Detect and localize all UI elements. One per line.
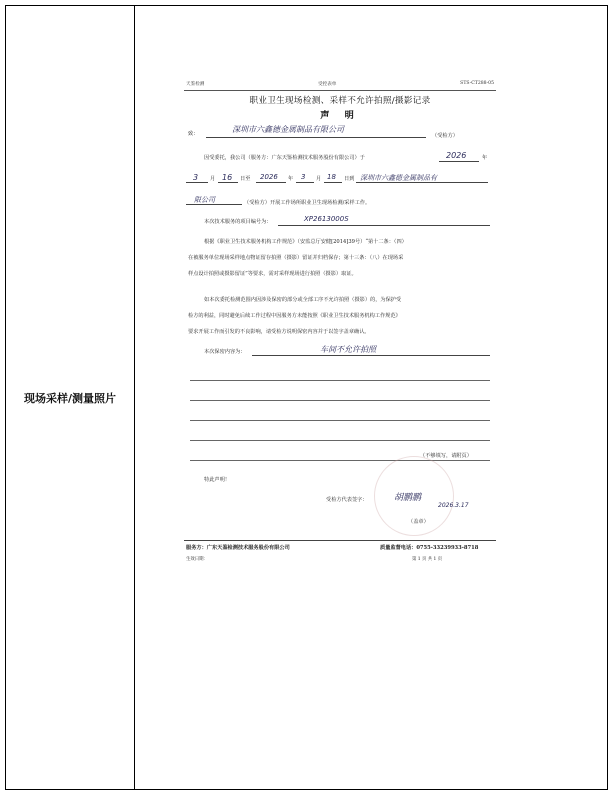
footer-right: 质量监督电话：0755-33239933-8718 bbox=[380, 545, 479, 551]
column-divider bbox=[134, 6, 135, 789]
to-underline bbox=[206, 137, 426, 138]
month2-underline bbox=[296, 182, 314, 183]
p1-day: 16 bbox=[222, 173, 233, 182]
year2-underline bbox=[256, 182, 286, 183]
p2-line2: 在被服务单位现场采样地点物证留存拍照（摄影）留证并归档保存；第十三条：（八）在现场采 bbox=[188, 255, 404, 261]
secret-handwritten: 车间不允许拍照 bbox=[320, 345, 376, 354]
p1-a: 因受委托，我公司（服务方：广东天鉴检测技术服务股份有限公司）于 bbox=[204, 155, 365, 161]
label-cell bbox=[6, 6, 134, 789]
blank-line bbox=[190, 420, 490, 421]
secret-prefix: 本次保密内容为： bbox=[204, 349, 246, 355]
p2-line1: 根据《职业卫生技术服务机构工作规范》（安监总厅安健[2014]39号）“第十二条：（四） bbox=[204, 239, 407, 245]
day-underline bbox=[218, 182, 238, 183]
note: （不够填写，请附页） bbox=[420, 453, 472, 459]
blank-line bbox=[190, 380, 490, 381]
project-underline bbox=[278, 225, 490, 226]
doc-subtitle: 声 明 bbox=[320, 110, 360, 121]
company-handwritten: 深圳市六鑫德金属制品有限公司 bbox=[232, 125, 344, 134]
header-right: STS-CT288-05 bbox=[460, 81, 494, 86]
blank-line bbox=[190, 460, 490, 461]
p3-line1: 如本次委托检测范围内因涉及保密的部分或全部工序不允许拍照（摄影）的，为保护受 bbox=[204, 297, 402, 303]
sign-date-handwritten: 2026.3.17 bbox=[438, 502, 469, 509]
footer-left: 服务方：广东天鉴检测技术服务股份有限公司 bbox=[186, 545, 290, 551]
project-no: XP2613000S bbox=[304, 215, 349, 223]
declaration-photo bbox=[184, 78, 496, 570]
p1-year-unit: 年 bbox=[482, 155, 488, 161]
p3-line2: 检方的利益，同时避免后续工作过程中因服务方未能按照《职业卫生技术服务机构工作规范》 bbox=[188, 313, 401, 319]
to-suffix: （受检方） bbox=[432, 133, 458, 139]
p3-line3: 要求开展工作而引发的不良影响，请受检方说明保密内容并于以签字盖章确认。 bbox=[188, 329, 370, 335]
p1-day-unit: 日至 bbox=[240, 176, 251, 182]
p1-year2: 2026 bbox=[260, 173, 278, 181]
footer-divider bbox=[184, 540, 496, 541]
blank-line bbox=[190, 400, 490, 401]
month-underline bbox=[186, 182, 208, 183]
p1-month2: 3 bbox=[301, 173, 306, 181]
project-prefix: 本次技术服务的项目编号为： bbox=[204, 219, 272, 225]
p1-month: 3 bbox=[193, 173, 199, 182]
to-prefix: 致： bbox=[188, 131, 199, 137]
sign-label: 受检方代表签字： bbox=[326, 497, 368, 503]
seal-label: （盖章） bbox=[408, 519, 429, 525]
p1-day2: 18 bbox=[327, 173, 336, 181]
blank-line bbox=[190, 440, 490, 441]
doc-title: 职业卫生现场检测、采样不允许拍照/摄影记录 bbox=[249, 96, 431, 106]
p1-b: （受检方）开展工作场所职业卫生现场检测/采样工作。 bbox=[244, 200, 371, 206]
company-handwritten3: 限公司 bbox=[194, 196, 215, 204]
closing: 特此声明！ bbox=[204, 477, 230, 483]
company-handwritten2: 深圳市六鑫德金属制品有 bbox=[360, 174, 437, 182]
footer-left2: 生效日期： bbox=[186, 557, 208, 562]
doc-header bbox=[184, 78, 496, 91]
year-underline bbox=[439, 161, 479, 162]
footer-page: 第 1 页 共 1 页 bbox=[412, 557, 443, 562]
p1-day2-unit: 日到 bbox=[344, 176, 355, 182]
p1-year2-unit: 年 bbox=[288, 176, 294, 182]
secret-underline bbox=[252, 355, 490, 356]
day2-underline bbox=[324, 182, 342, 183]
p2-line3: 样点设计拍照或摄影留证”等要求，需对采样现场进行拍照（摄影）取证。 bbox=[188, 271, 357, 277]
header-left: 天鉴检测 bbox=[186, 82, 205, 87]
p1-month2-unit: 月 bbox=[316, 176, 322, 182]
sign-handwritten: 胡鹏鹏 bbox=[394, 493, 422, 503]
p1-year: 2026 bbox=[446, 151, 467, 160]
photo-label: 现场采样/测量照片 bbox=[23, 391, 117, 405]
header-center: 受控表单 bbox=[318, 82, 337, 87]
p1-month-unit: 月 bbox=[210, 176, 216, 182]
